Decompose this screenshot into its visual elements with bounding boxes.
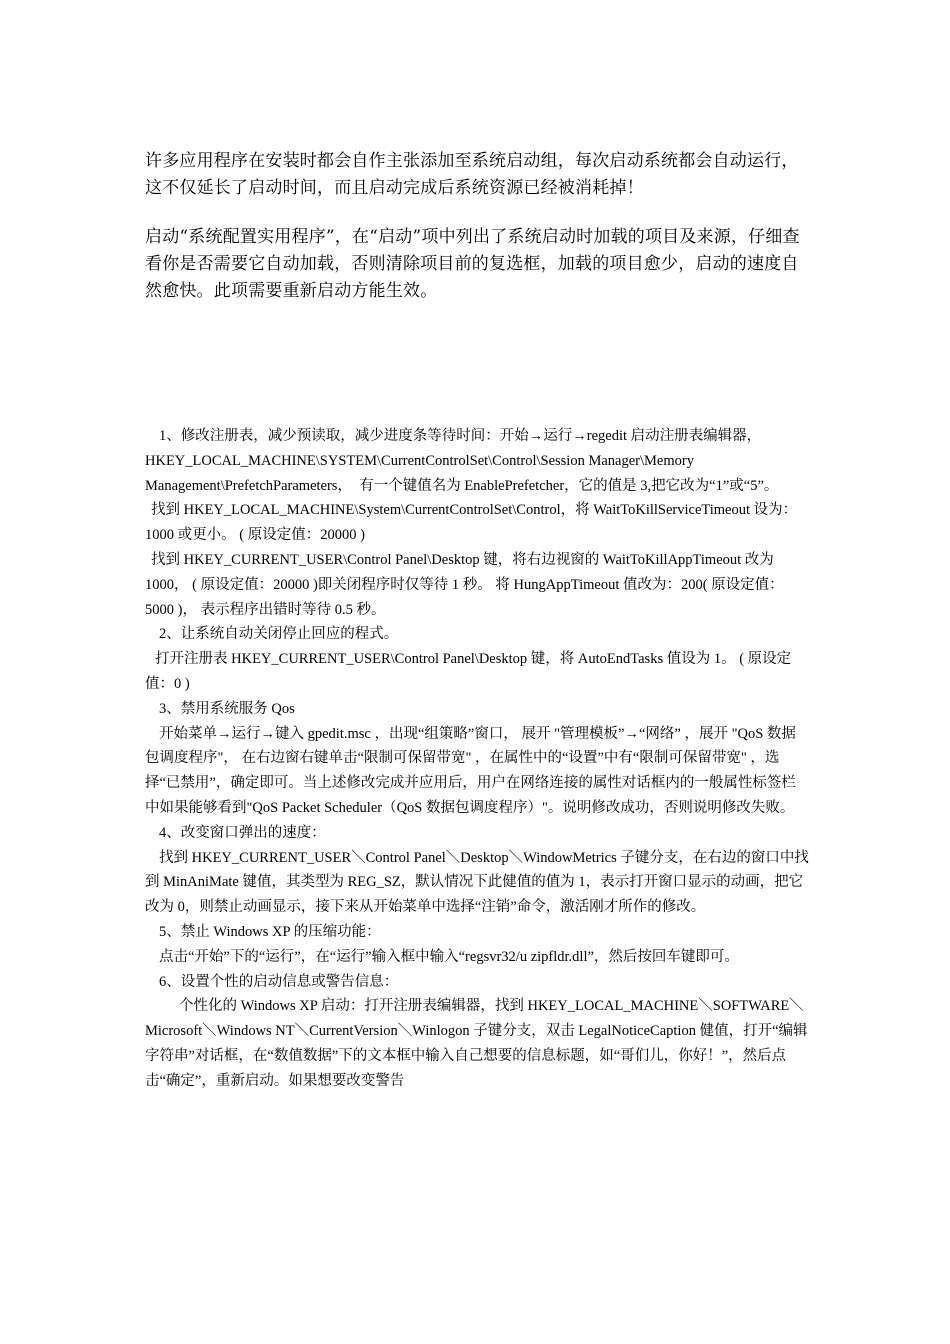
section-6-line: 个性化的 Windows XP 启动：打开注册表编辑器，找到 HKEY_LOCAL_MACHINE＼SOFTWARE＼Microsoft＼Windows NT＼CurrentVersion＼Winlogon 子键分支，双击 LegalNoticeCaption 健值，打开“编辑字符串”对话框，在“数值数据”下的文本框中输入自己想要的信息标题，如“哥们儿，你好！”，然后点击“确定”，重新启动。如果想要改变警告 bbox=[145, 998, 808, 1089]
section-3-title: 3、禁用系统服务 Qos bbox=[159, 700, 295, 717]
section-3-line: 开始菜单→运行→键入 gpedit.msc ，出现“组策略”窗口， 展开 "管理模板”→“网络” ，展开 "QoS 数据包调度程序"， 在右边窗右键单击“限制可保留带宽" ，在属性中的“设置”中有“限制可保留带宽" ，选择“已禁用”，确定即可。当上述修改完成并应用后，用户在网络连接的属性对话框内的一般属性标签栏中如果能够看到"QoS Packet Scheduler（QoS 数据包调度程序）"。说明修改成功，否则说明修改失败。 bbox=[145, 725, 796, 816]
section-2-title: 2、让系统自动关闭停止回应的程式。 bbox=[159, 626, 399, 643]
intro-paragraph-2: 启动“系统配置实用程序”，在“启动”项中列出了系统启动时加载的项目及来源，仔细查看你是否需要它自动加载，否则清除项目前的复选框，加载的项目愈少，启动的速度自然愈快。此项需要重新启动方能生效。 bbox=[145, 227, 800, 301]
section-1-line-3: 找到 HKEY_CURRENT_USER\Control Panel\Desktop 键，将右边视窗的 WaitToKillAppTimeout 改为 1000， ( 原设定值：20000 )即关闭程序时仅等待 1 秒。 将 HungAppTimeout 值改为：200( 原设定值：5000 )， 表示程序出错时等待 0.5 秒。 bbox=[145, 551, 784, 618]
section-4-title: 4、改变窗口弹出的速度： bbox=[159, 824, 326, 841]
section-6-title: 6、设置个性的启动信息或警告信息： bbox=[159, 973, 399, 990]
section-5-line: 点击“开始”下的“运行”，在“运行”输入框中输入“regsvr32/u zipfldr.dll”，然后按回车键即可。 bbox=[159, 948, 739, 965]
section-5-title: 5、禁止 Windows XP 的压缩功能： bbox=[159, 923, 381, 940]
section-4-line: 找到 HKEY_CURRENT_USER＼Control Panel＼Desktop＼WindowMetrics 子键分支，在右边的窗口中找到 MinAniMate 键值，其类型为 REG_SZ，默认情况下此健值的值为 1，表示打开窗口显示的动画，把它改为 0，则禁止动画显示，接下来从开始菜单中选择“注销”命令，激活刚才所作的修改。 bbox=[145, 849, 809, 916]
section-2-line: 打开注册表 HKEY_CURRENT_USER\Control Panel\Desktop 键，将 AutoEndTasks 值设为 1。 ( 原设定值：0 ) bbox=[145, 651, 792, 692]
section-1-title: 1、修改注册表，减少预读取，减少进度条等待时间：开始→运行→regedit 启动注册表编辑器，HKEY_LOCAL_MACHINE\SYSTEM\CurrentControlSet\Control\Session Manager\Memory Management\PrefetchParameters， 有一个键值名为 EnablePrefetcher，它的值是 3,把它改为“1”或“5”。 bbox=[145, 428, 779, 494]
tips-body bbox=[145, 424, 810, 1094]
section-1-line-2: 找到 HKEY_LOCAL_MACHINE\System\CurrentControlSet\Control，将 WaitToKillServiceTimeout 设为：1000 或更小。 ( 原设定值：20000 ) bbox=[145, 502, 798, 544]
intro-paragraph-1: 许多应用程序在安装时都会自作主张添加至系统启动组，每次启动系统都会自动运行，这不仅延长了启动时间，而且启动完成后系统资源已经被消耗掉！ bbox=[145, 151, 799, 198]
